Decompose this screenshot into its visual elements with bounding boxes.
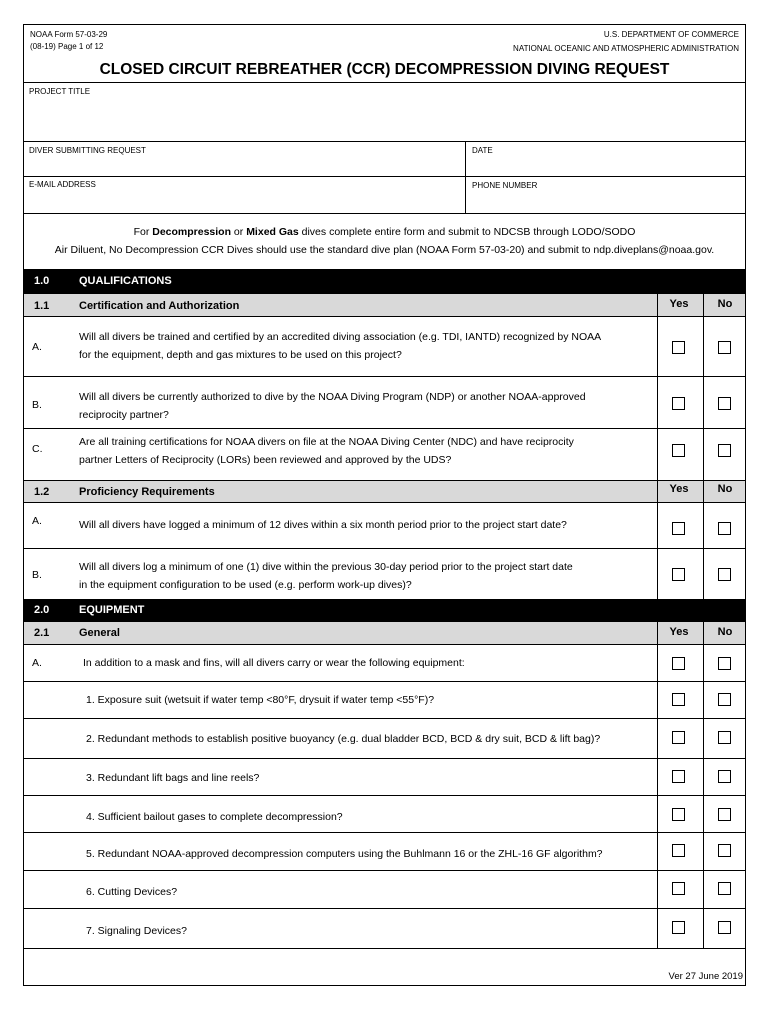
question-text: Will all divers log a minimum of one (1) dive within the previous 30-day period prior to the project start date in the equipment configuration to be used (e.g. perform work-up dives)? — [79, 561, 573, 591]
form-date-page: (08-19) Page 1 of 12 — [30, 42, 104, 51]
no-checkbox[interactable] — [718, 808, 731, 821]
yes-header: Yes — [669, 483, 689, 495]
equipment-item-5 — [24, 832, 745, 870]
instructions — [24, 213, 745, 269]
question-text: Are all training certifications for NOAA divers on file at the NOAA Diving Center (NDC) and have reciprocity partner Letters of Reciprocity (LORs) been reviewed and approved by the UDS? — [79, 436, 574, 466]
item-text: 7. Signaling Devices? — [86, 925, 187, 937]
question-1-2-b: B. Will all divers log a minimum of one (1) dive within the previous 30-day period prior to the project start date in the equipment configuration to be used (e.g. perform work-up dives)? — [24, 548, 745, 599]
item-text: 1. Exposure suit (wetsuit if water temp <80°F, drysuit if water temp <55°F)? — [86, 694, 435, 706]
no-header: No — [717, 483, 733, 495]
no-checkbox[interactable] — [718, 731, 731, 744]
yes-checkbox[interactable] — [672, 397, 685, 410]
no-checkbox[interactable] — [718, 844, 731, 857]
item-text: 3. Redundant lift bags and line reels? — [86, 772, 260, 784]
question-text: In addition to a mask and fins, will all divers carry or wear the following equipment: — [83, 657, 465, 669]
section-1-1-header: 1.1 Certification and Authorization Yes No — [24, 293, 745, 317]
yes-checkbox[interactable] — [672, 844, 685, 857]
section-1-2-header: 1.2 Proficiency Requirements Yes No — [24, 480, 745, 503]
question-1-1-b: B. Will all divers be currently authorized to dive by the NOAA Diving Program (NDP) or another NOAA-approved reciprocity partner? — [24, 376, 745, 428]
question-1-2-a: A. Will all divers have logged a minimum of 12 dives within a six month period prior to the project start date? — [24, 503, 745, 548]
equipment-item-4 — [24, 795, 745, 832]
yes-checkbox[interactable] — [672, 921, 685, 934]
yes-checkbox[interactable] — [672, 568, 685, 581]
diver-row — [24, 141, 745, 176]
item-text: 4. Sufficient bailout gases to complete decompression? — [86, 811, 343, 823]
no-checkbox[interactable] — [718, 568, 731, 581]
yes-checkbox[interactable] — [672, 882, 685, 895]
section-1-header: 1.0 QUALIFICATIONS — [24, 269, 745, 293]
no-checkbox[interactable] — [718, 397, 731, 410]
date-label: DATE — [472, 146, 493, 155]
item-text: 6. Cutting Devices? — [86, 886, 178, 898]
department-name: U.S. DEPARTMENT OF COMMERCE — [603, 30, 739, 39]
question-1-1-c: C. Are all training certifications for NOAA divers on file at the NOAA Diving Center (NDC) and have reciprocity partner Letters of Reciprocity (LORs) been reviewed and approved by the UDS? — [24, 428, 745, 480]
yes-checkbox[interactable] — [672, 522, 685, 535]
no-header: No — [717, 298, 733, 310]
email-field[interactable] — [24, 177, 465, 213]
phone-label: PHONE NUMBER — [472, 181, 538, 190]
item-text: 5. Redundant NOAA-approved decompression computers using the Buhlmann 16 or the ZHL-16 GF algorithm? — [86, 848, 603, 860]
diver-submitting-field[interactable] — [24, 142, 465, 176]
equipment-item-3 — [24, 758, 745, 795]
no-checkbox[interactable] — [718, 522, 731, 535]
equipment-item-1 — [24, 681, 745, 718]
form-number: NOAA Form 57-03-29 — [30, 30, 108, 39]
yes-checkbox[interactable] — [672, 657, 685, 670]
item-text: 2. Redundant methods to establish positive buoyancy (e.g. dual bladder BCD, BCD & dry suit, BCD & lift bag)? — [86, 733, 601, 745]
form-title: CLOSED CIRCUIT REBREATHER (CCR) DECOMPRESSION DIVING REQUEST — [99, 61, 670, 78]
project-title-label: PROJECT TITLE — [29, 87, 91, 96]
yes-checkbox[interactable] — [672, 731, 685, 744]
question-text: Will all divers be trained and certified by an accredited diving association (e.g. TDI, IANTD) recognized by NOAA for the equipment, depth and gas mixtures to be used on this project? — [79, 331, 602, 361]
yes-header: Yes — [669, 298, 689, 310]
yes-checkbox[interactable] — [672, 444, 685, 457]
yes-checkbox[interactable] — [672, 808, 685, 821]
instructions-line-2: Air Diluent, No Decompression CCR Dives should use the standard dive plan (NOAA Form 57-03-20) and submit to ndp.diveplans@noaa.gov. — [54, 244, 715, 256]
no-checkbox[interactable] — [718, 921, 731, 934]
question-text: Will all divers have logged a minimum of 12 dives within a six month period prior to the project start date? — [79, 519, 567, 531]
no-checkbox[interactable] — [718, 657, 731, 670]
question-1-1-a: A. Will all divers be trained and certified by an accredited diving association (e.g. TDI, IANTD) recognized by NOAA for the equipment, depth and gas mixtures to be used on this project? — [24, 317, 745, 376]
no-checkbox[interactable] — [718, 693, 731, 706]
yes-checkbox[interactable] — [672, 341, 685, 354]
instructions-line-1: For Decompression or Mixed Gas dives complete entire form and submit to NDCSB through LODO/SODO — [133, 226, 636, 238]
yes-header: Yes — [669, 626, 689, 638]
equipment-item-6 — [24, 870, 745, 908]
yes-checkbox[interactable] — [672, 770, 685, 783]
yes-checkbox[interactable] — [672, 693, 685, 706]
version-footer: Ver 27 June 2019 — [668, 971, 743, 982]
form-page — [23, 24, 746, 986]
no-checkbox[interactable] — [718, 444, 731, 457]
contact-row — [24, 176, 745, 213]
no-checkbox[interactable] — [718, 770, 731, 783]
agency-name: NATIONAL OCEANIC AND ATMOSPHERIC ADMINISTRATION — [513, 44, 739, 53]
phone-field[interactable] — [466, 177, 745, 213]
no-checkbox[interactable] — [718, 341, 731, 354]
project-title-field[interactable] — [24, 82, 745, 141]
question-2-1-a: A. In addition to a mask and fins, will all divers carry or wear the following equipment: — [24, 645, 745, 681]
section-2-1-header: 2.1 General Yes No — [24, 621, 745, 645]
question-text: Will all divers be currently authorized to dive by the NOAA Diving Program (NDP) or another NOAA-approved reciprocity partner? — [79, 391, 586, 421]
date-field[interactable] — [466, 142, 745, 176]
no-header: No — [717, 626, 733, 638]
diver-submitting-label: DIVER SUBMITTING REQUEST — [29, 146, 146, 155]
no-checkbox[interactable] — [718, 882, 731, 895]
email-label: E-MAIL ADDRESS — [29, 180, 96, 189]
section-2-header: 2.0 EQUIPMENT — [24, 599, 745, 621]
equipment-item-2 — [24, 718, 745, 758]
equipment-item-7 — [24, 908, 745, 948]
